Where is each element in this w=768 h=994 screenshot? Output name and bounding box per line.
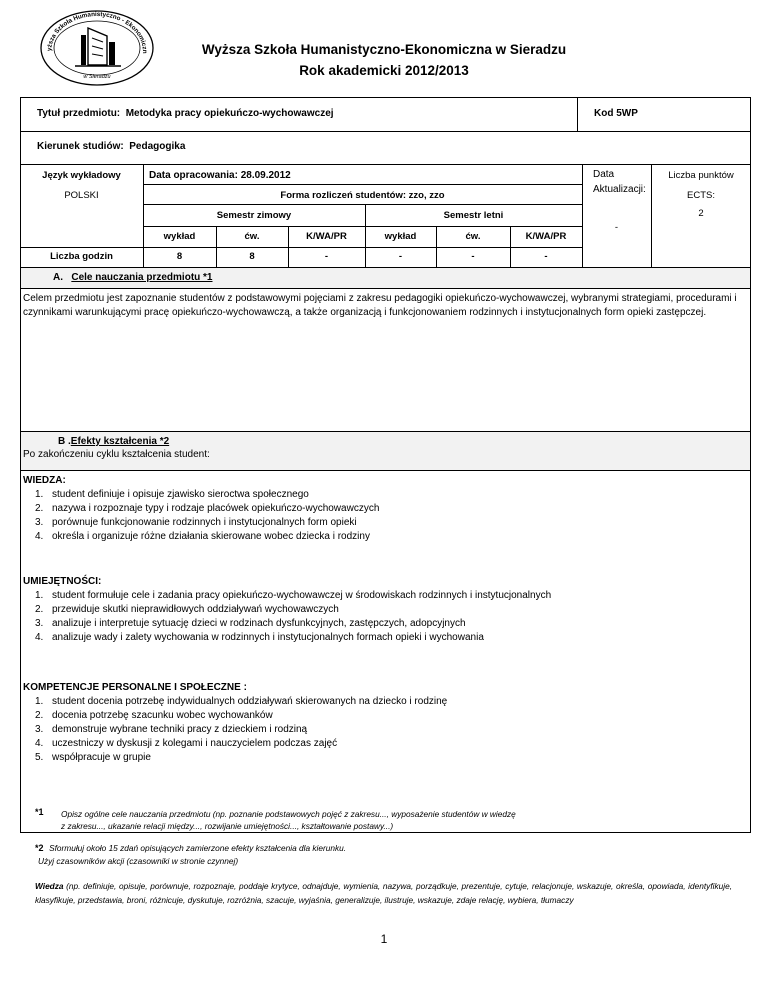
- course-title: [37, 108, 334, 119]
- hours-exercise-winter: 8: [249, 251, 255, 262]
- academic-year: Rok akademicki 2012/2013: [299, 63, 469, 78]
- list-item: 1. student formułuje cele i zadania pracy opiekuńczo-wychowawczej w środowiskach rodzinnych i instytucjonalnych: [35, 590, 552, 601]
- hours-lecture-summer: -: [398, 251, 403, 262]
- list-item: 1. student definiuje i opisuje zjawisko sieroctwa społecznego: [35, 489, 309, 500]
- list-item: 2. docenia potrzebę szacunku wobec wychowanków: [35, 710, 273, 721]
- course-title-label: Tytuł przedmiotu:: [37, 108, 121, 119]
- col-header-kwapr-summer: K/WA/PR: [525, 231, 567, 242]
- footnote-1: [61, 808, 516, 832]
- group-skills-title: UMIEJĘTNOŚCI:: [23, 576, 102, 587]
- footnote-2-mark: *2: [35, 843, 44, 853]
- hours-exercise-summer: -: [471, 251, 475, 262]
- footnote-1-line2: z zakresu..., ukazanie relacji między..., rozwijanie umiejętności..., kształtowanie postawy...): [61, 821, 394, 831]
- hours-kwapr-winter: -: [324, 251, 329, 262]
- col-header-lecture-winter: wykład: [163, 231, 196, 242]
- list-item: 2. nazywa i rozpoznaje typy i rodzaje placówek opiekuńczo-wychowawczych: [35, 503, 380, 514]
- page-number: 1: [380, 932, 388, 946]
- list-item: 2. przewiduje skutki nieprawidłowych oddziaływań wychowawczych: [35, 604, 339, 615]
- group-knowledge: [23, 474, 743, 544]
- update-value: -: [614, 222, 619, 233]
- language-value: POLSKI: [64, 190, 99, 201]
- hours-lecture-winter: 8: [176, 251, 183, 262]
- list-item: 3. demonstruje wybrane techniki pracy z dzieckiem i rodziną: [35, 724, 308, 735]
- col-header-exercise-summer: ćw.: [465, 231, 481, 242]
- logo-text-top: yższa Szkoła Humanistyczno - Ekonomiczn: [45, 10, 149, 54]
- group-skills: [23, 575, 743, 645]
- date-prepared: Data opracowania: 28.09.2012: [149, 170, 291, 181]
- ects-value: 2: [698, 208, 704, 219]
- section-a-letter: A.: [53, 272, 63, 283]
- section-a-title: Cele nauczania przedmiotu *1: [71, 272, 213, 283]
- group-competences: [23, 681, 743, 765]
- ects-label-line1: Liczba punktów: [668, 170, 734, 181]
- footnote-2-line2: Użyj czasowników akcji (czasowniki w stronie czynnej): [38, 856, 239, 866]
- section-b-intro: Po zakończeniu cyklu kształcenia student:: [23, 449, 210, 460]
- section-b-title: Efekty kształcenia *2: [70, 436, 170, 447]
- ects-label-line2: ECTS:: [687, 190, 715, 201]
- footnote-1-mark: *1: [35, 807, 44, 817]
- course-title-value: Metodyka pracy opiekuńczo-wychowawczej: [125, 108, 334, 119]
- logo-text-bottom: w Sieradzu: [83, 74, 111, 80]
- settlement-form: Forma rozliczeń studentów: zzo, zzo: [280, 190, 445, 201]
- section-a-heading: [53, 272, 213, 283]
- col-header-exercise-winter: ćw.: [244, 231, 260, 242]
- update-label-line1: Data: [593, 169, 615, 180]
- study-direction-value: Pedagogika: [129, 141, 186, 152]
- list-item: 3. analizuje i interpretuje sytuację dzieci w rodzinach dysfunkcyjnych, zastępczych, adopcyjnych: [35, 618, 466, 629]
- list-item: 1. student docenia potrzebę indywidualnych oddziaływań skierowanych na dziecko i rodzinę: [35, 696, 448, 707]
- update-label-line2: Aktualizacji:: [593, 184, 646, 195]
- list-item: 3. porównuje funkcjonowanie rodzinnych i instytucjonalnych form opieki: [35, 517, 357, 528]
- list-item: 4. określa i organizuje różne działania skierowane wobec dziecka i rodziny: [35, 531, 370, 542]
- footnote-1-line1: Opisz ogólne cele nauczania przedmiotu (np. poznanie podstawowych pojęć z zakresu..., wyposażenie studentów w wiedzę: [61, 809, 516, 819]
- semester-winter: Semestr zimowy: [216, 210, 292, 221]
- footnote-wiedza: [35, 879, 732, 907]
- section-a-text: Celem przedmiotu jest zapoznanie studentów z podstawowymi pojęciami z zakresu pedagogiki opiekuńczo-wychowawczej, wybranymi strategiami, procedurami i czynnikami warunkującymi pracę opiekuńczo-wychowawczą, a także organizacją i funkcjonowaniem rodzinnych i instytucjonalnych form opieki zastępczej.: [23, 293, 737, 318]
- list-item: 4. analizuje wady i zalety wychowania w rodzinnych i instytucjonalnych formach opieki i wychowania: [35, 632, 484, 643]
- group-knowledge-title: WIEDZA:: [23, 475, 66, 486]
- group-competences-title: KOMPETENCJE PERSONALNE I SPOŁECZNE :: [23, 682, 247, 693]
- footnote-2-line1: Sformułuj około 15 zdań opisujących zamierzone efekty kształcenia dla kierunku.: [49, 843, 347, 853]
- update-label: [593, 167, 646, 197]
- language-label: Język wykładowy: [42, 170, 121, 181]
- course-code: Kod 5WP: [594, 108, 638, 119]
- hours-kwapr-summer: -: [544, 251, 548, 262]
- list-item: 4. uczestniczy w dyskusji z kolegami i nauczycielem podczas zajęć: [35, 738, 338, 749]
- hours-label: Liczba godzin: [50, 251, 113, 262]
- study-direction: [37, 141, 185, 152]
- study-direction-label: Kierunek studiów:: [37, 141, 124, 152]
- list-item: 5. współpracuje w grupie: [35, 752, 151, 763]
- footnote-wiedza-label: Wiedza: [35, 881, 64, 891]
- footnote-wiedza-text: (np. definiuje, opisuje, porównuje, rozpoznaje, poddaje krytyce, odnajduje, wymienia, nazywa, porządkuje, prezentuje, cytuje, relacjonuje, wskazuje, określa, opowiada, identyfikuje, klasyfikuje, przedstawia, broni, różnicuje, dyskutuje, rozróżnia, szacuje, wyjaśnia, generalizuje, ilustruje, wskazuje, zdaje relację, wybiera, tłumaczy: [35, 881, 732, 905]
- page-title: Wyższa Szkoła Humanistyczno-Ekonomiczna w Sieradzu: [201, 42, 567, 57]
- section-b-heading: [58, 436, 169, 447]
- col-header-kwapr-winter: K/WA/PR: [306, 231, 347, 242]
- section-b-letter: B .: [58, 436, 71, 447]
- col-header-lecture-summer: wykład: [384, 231, 417, 242]
- semester-summer: Semestr letni: [443, 210, 504, 221]
- footnote-2: [35, 842, 346, 867]
